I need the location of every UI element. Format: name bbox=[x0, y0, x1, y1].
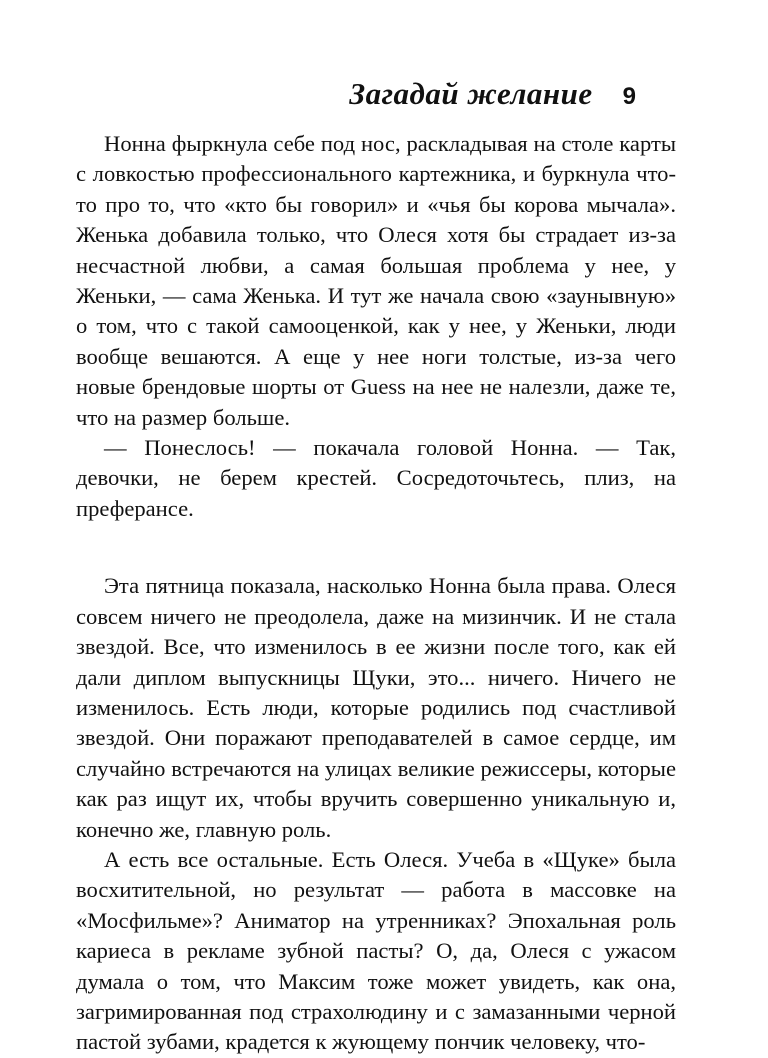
paragraph: А есть все остальные. Есть Олеся. Учеба в «Щуке» была восхитительной, но результат — работа в массовке на «Мосфильме»? Аниматор на утренниках? Эпохальная роль кариеса в рекламе зубной пасты? О, да, Олеся с ужасом думала о том, что Максим тоже может увидеть, как она, загримированная под страхолюдину и с замазанными черной пастой зубами, крадется к жующему пончик человеку, что- bbox=[76, 846, 676, 1055]
body-text bbox=[76, 129, 676, 1058]
paragraph: — Понеслось! — покачала головой Нонна. — Так, девочки, не берем крестей. Сосредоточьтесь, плиз, на преферансе. bbox=[76, 435, 676, 521]
paragraph: Нонна фыркнула себе под нос, раскладывая на столе карты с ловкостью профессионального картежника, и буркнула что-то про то, что «кто бы говорил» и «чья бы корова мычала». Женька добавила только, что Олеся хотя бы страдает из-за несчастной любви, а самая большая проблема у нее, у Женьки, — сама Женька. И тут же начала свою «заунывную» о том, что с такой самооценкой, как у нее, у Женьки, люди вообще вешаются. А еще у нее ноги толстые, из-за чего новые брендовые шорты от Guess на нее не налезли, даже те, что на размер больше. bbox=[76, 131, 676, 430]
page-number: 9 bbox=[622, 83, 636, 110]
book-title: Загадай желание bbox=[349, 76, 593, 111]
paragraph: Эта пятница показала, насколько Нонна была права. Олеся совсем ничего не преодолела, даже на мизинчик. И не стала звездой. Все, что изменилось в ее жизни после того, как ей дали диплом выпускницы Щуки, это... ничего. Ничего не изменилось. Есть люди, которые родились под счастливой звездой. Они поражают преподавателей в самое сердце, им случайно встречаются на улицах великие режиссеры, которые как раз ищут их, чтобы вручить совершенно уникальную и, конечно же, главную роль. bbox=[76, 573, 676, 842]
running-header bbox=[349, 76, 636, 116]
section-break bbox=[76, 524, 676, 571]
